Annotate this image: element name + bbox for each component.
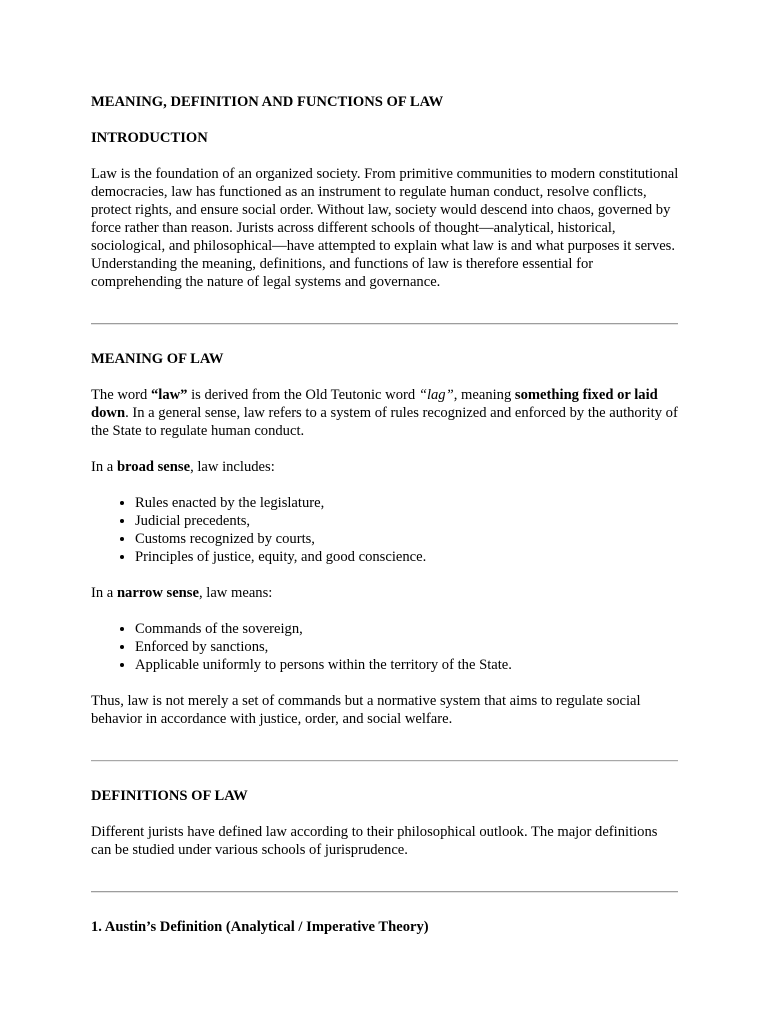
meaning-text: is derived from the Old Teutonic word <box>187 387 419 403</box>
meaning-paragraph <box>91 386 681 440</box>
term-lag: “lag” <box>418 387 454 403</box>
document-page <box>91 93 681 936</box>
term-something-fixed: something fixed or laid down <box>91 387 658 421</box>
term-broad-sense: broad sense <box>116 459 191 475</box>
list-item: • Enforced by sanctions, <box>135 638 681 656</box>
austin-heading: 1. Austin’s Definition (Analytical / Imperative Theory) <box>91 919 429 935</box>
meaning-text: . In a general sense, law refers to a system of rules recognized and enforced by the authority of the State to regulate human conduct. <box>91 405 678 439</box>
definitions-paragraph: Different jurists have defined law according to their philosophical outlook. The major definitions can be studied under various schools of jurisprudence. <box>91 824 658 858</box>
list-item: • Principles of justice, equity, and good conscience. <box>135 548 681 566</box>
broad-sense-text: , law includes: <box>190 459 275 475</box>
list-item: • Commands of the sovereign, <box>135 620 681 638</box>
list-item: • Applicable uniformly to persons within the territory of the State. <box>135 656 681 674</box>
broad-sense-list <box>91 494 681 566</box>
narrow-sense-intro <box>91 584 681 602</box>
term-law: “law” <box>150 387 188 403</box>
introduction-heading: INTRODUCTION <box>91 130 208 146</box>
list-item: • Rules enacted by the legislature, <box>135 494 681 512</box>
meaning-text: , meaning <box>453 387 515 403</box>
list-item: • Judicial precedents, <box>135 512 681 530</box>
narrow-sense-list <box>91 620 681 674</box>
introduction-paragraph: Law is the foundation of an organized society. From primitive communities to modern constitutional democracies, law has functioned as an instrument to regulate human conduct, resolve conflicts, protect rights, and ensure social order. Without law, society would descend into chaos, governed by force rather than reason. Jurists across different schools of thought—analytical, historical, sociological, and philosophical—have attempted to explain what law is and what purposes it serves. Understanding the meaning, definitions, and functions of law is therefore essential for comprehending the nature of legal systems and governance. <box>91 166 679 290</box>
broad-sense-text: In a <box>91 459 117 475</box>
meaning-text: The word <box>91 387 151 403</box>
document-title: MEANING, DEFINITION AND FUNCTIONS OF LAW <box>91 94 444 110</box>
meaning-heading: MEANING OF LAW <box>91 351 224 367</box>
list-item: • Customs recognized by courts, <box>135 530 681 548</box>
definitions-heading: DEFINITIONS OF LAW <box>91 788 248 804</box>
meaning-conclusion: Thus, law is not merely a set of commands but a normative system that aims to regulate social behavior in accordance with justice, order, and social welfare. <box>91 693 641 727</box>
term-narrow-sense: narrow sense <box>116 585 199 601</box>
broad-sense-intro <box>91 458 681 476</box>
narrow-sense-text: In a <box>91 585 117 601</box>
narrow-sense-text: , law means: <box>198 585 273 601</box>
